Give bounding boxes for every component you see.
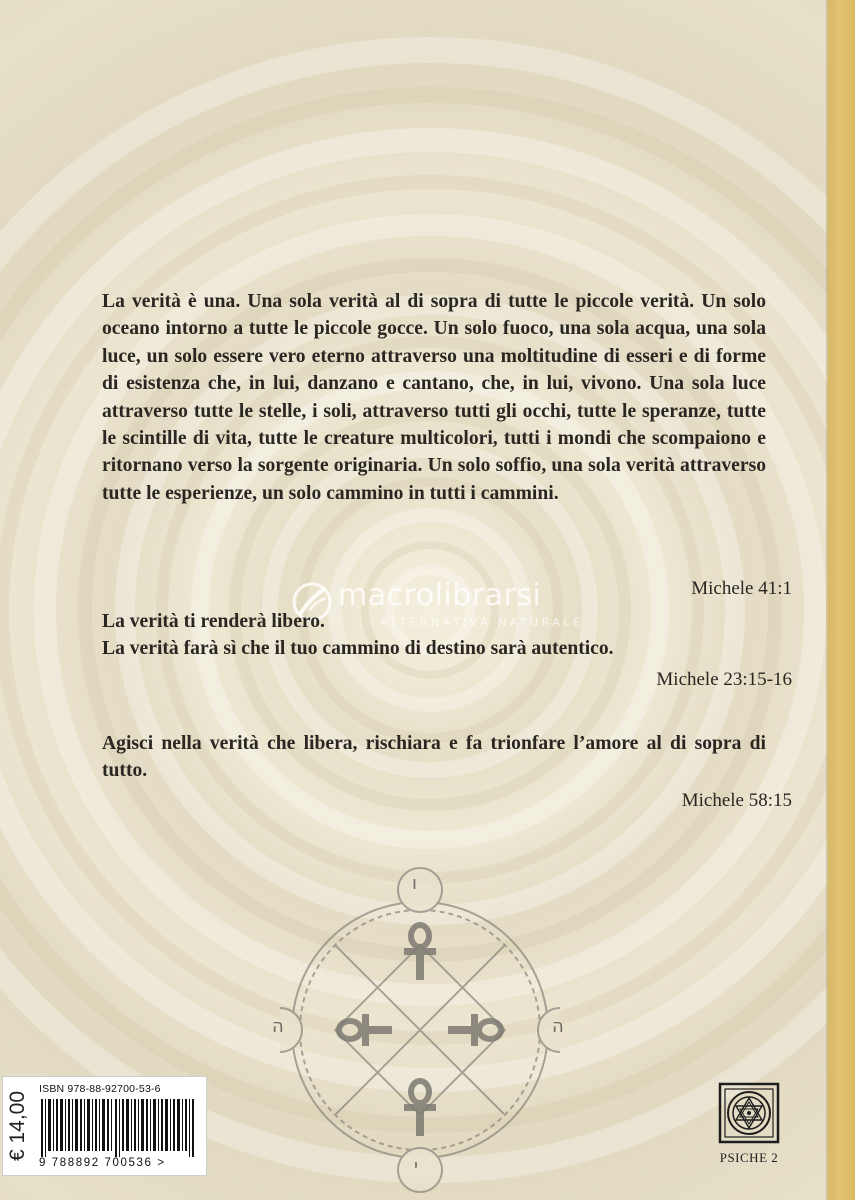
emblem-glyph-bottom: י (414, 1156, 419, 1177)
quote-2-line-1: La verità ti renderà libero. (102, 611, 325, 632)
quote-3-text: Agisci nella verità che libera, rischiara e fa trionfare l’amore al di sopra di tutto. (102, 733, 766, 782)
quote-2-line-2: La verità farà sì che il tuo cammino di destino sarà autentico. (102, 638, 614, 660)
emblem-glyph-left: ה (272, 1016, 284, 1037)
barcode-digits: 9 788892 700536 > (39, 1157, 166, 1169)
quote-3 (102, 730, 766, 785)
emblem-glyph-right: ה (552, 1016, 564, 1037)
price-tag (3, 1077, 33, 1175)
price-text: € 14,00 (6, 1090, 30, 1162)
barcode-label (2, 1076, 207, 1176)
isbn-text: ISBN 978-88-92700-53-6 (39, 1083, 161, 1095)
barcode-bars (39, 1099, 199, 1157)
ankh-cross-emblem-icon (280, 860, 560, 1200)
quote-1 (102, 288, 766, 507)
sri-yantra-icon (716, 1080, 782, 1146)
spine-strip (828, 0, 855, 1200)
watermark-tagline: ALTERNATIVA NATURALE (380, 616, 584, 629)
publisher-label: PSICHE 2 (719, 1150, 779, 1165)
watermark-name: macrolibrarsi (338, 578, 542, 613)
quote-2-reference: Michele 23:15-16 (656, 669, 792, 690)
quote-1-reference: Michele 41:1 (691, 578, 792, 599)
quote-2 (102, 608, 766, 663)
quote-1-text: La verità è una. Una sola verità al di sopra di tutte le piccole verità. Un solo oceano intorno a tutte le piccole gocce. Un solo fuoco, una sola acqua, una sola luce, un solo essere vero eterno attraverso una moltitudine di esseri e di forme di esistenza che, in lui, danzano e cantano, che, in lui, vivono. Una sola luce attraverso tutte le stelle, i soli, attraverso tutti gli occhi, tutte le speranze, tutte le scintille di vita, tutte le creature multicolori, tutti i mondi che scompaiono e ritornano verso la sorgente originaria. Un solo soffio, una sola verità attraverso tutte le esperienze, un solo cammino in tutti i cammini. (102, 291, 766, 504)
emblem-glyph-top: ו (412, 873, 417, 894)
quote-3-reference: Michele 58:15 (681, 790, 792, 811)
